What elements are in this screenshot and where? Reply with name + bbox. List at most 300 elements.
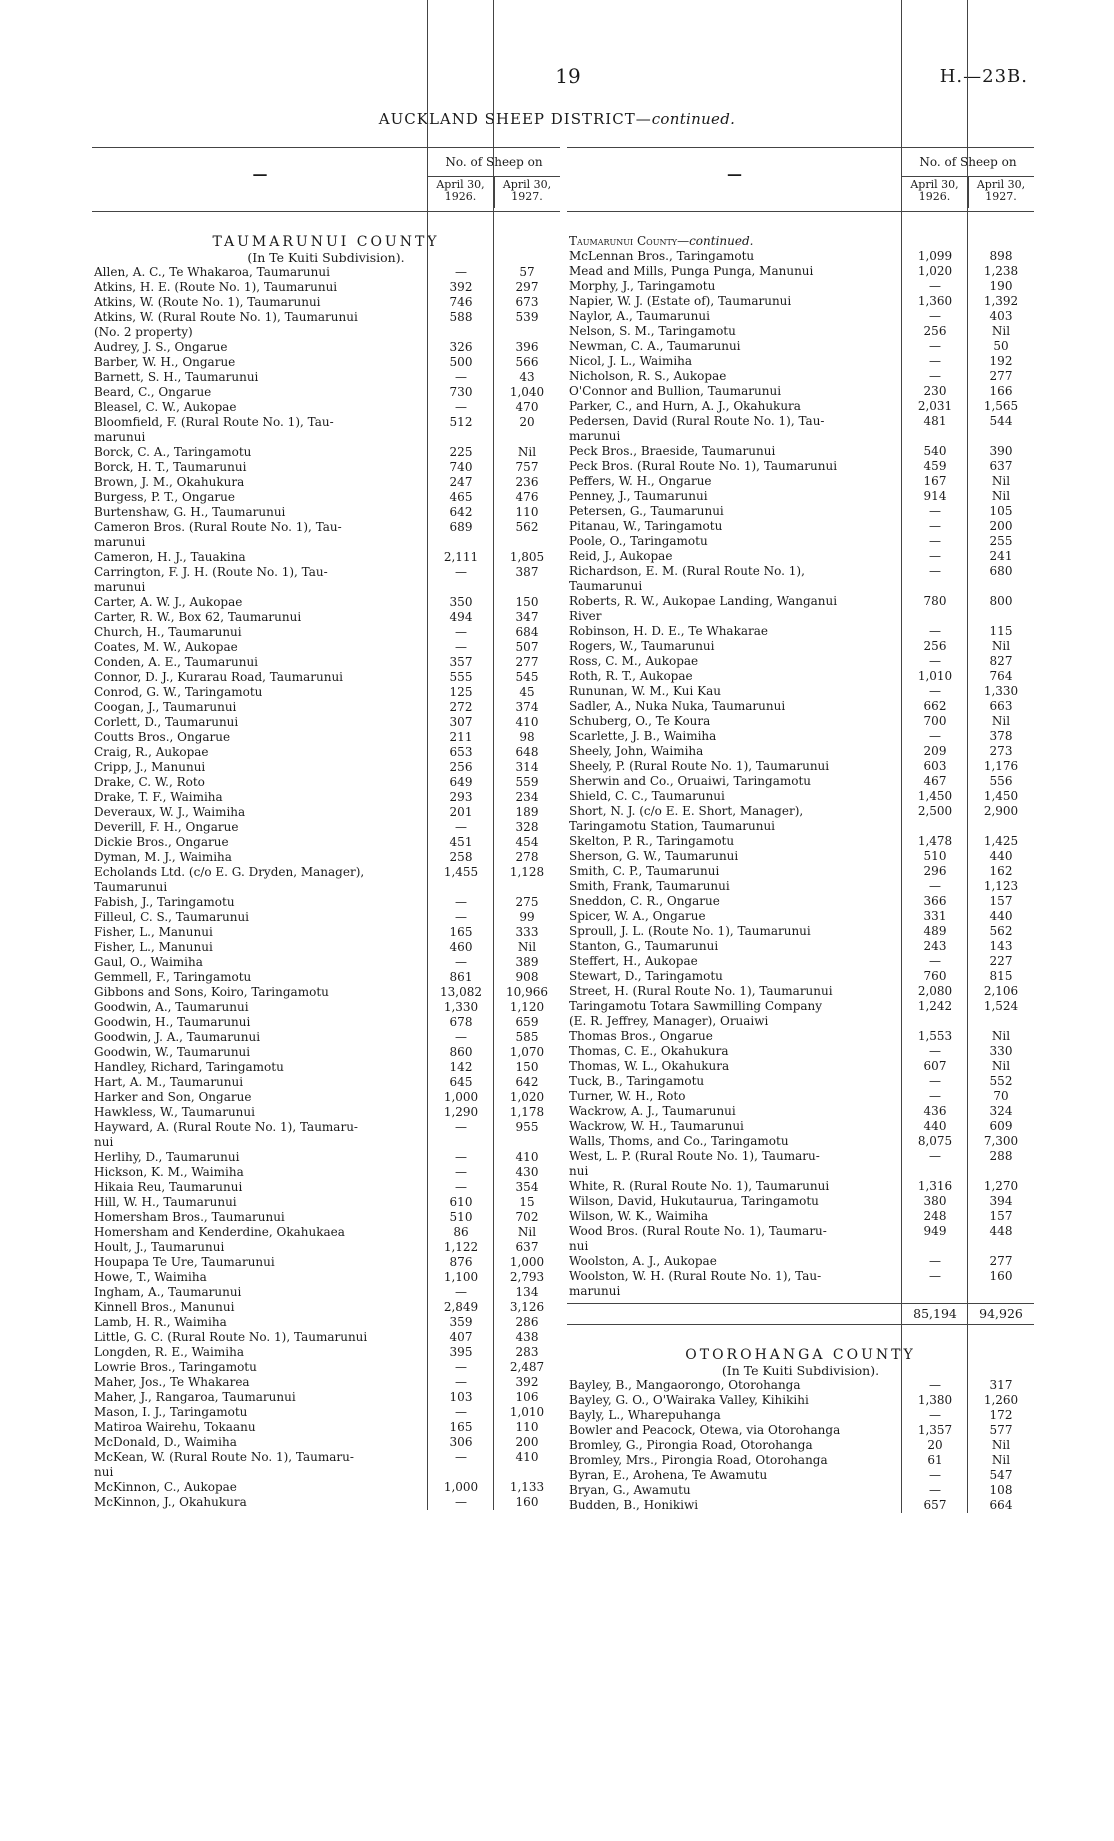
- sheep-1927: 110: [515, 505, 539, 519]
- table-row: [567, 654, 1034, 669]
- holder-name: Dickie Bros., Ongarue: [94, 835, 229, 849]
- sheep-1927: 283: [515, 1345, 539, 1359]
- sheep-1926: 256: [923, 324, 947, 338]
- sheep-1926: [902, 1239, 968, 1254]
- sheep-1927: 1,020: [509, 1090, 545, 1104]
- sheep-1927: 200: [989, 519, 1013, 533]
- sheep-1927: 273: [989, 744, 1013, 758]
- sheep-1927: 2,106: [983, 984, 1019, 998]
- table-row: [92, 460, 560, 475]
- table-row: [92, 355, 560, 370]
- holder-name: Bayley, B., Mangaorongo, Otorohanga: [569, 1378, 801, 1392]
- table-row: [92, 1390, 560, 1405]
- sheep-1927: 1,524: [983, 999, 1019, 1013]
- holder-name: Bromley, Mrs., Pirongia Road, Otorohanga: [569, 1453, 828, 1467]
- sheep-1927: 1,176: [983, 759, 1019, 773]
- sheep-1927: 1,133: [509, 1480, 545, 1494]
- sheep-1926: [428, 535, 494, 550]
- sheep-1927: 764: [989, 669, 1013, 683]
- holder-name: Corlett, D., Taumarunui: [94, 715, 239, 729]
- sheep-1926: 357: [449, 655, 473, 669]
- table-header: [92, 147, 560, 212]
- sheep-1926: 1,020: [917, 264, 953, 278]
- sheep-1926: 1,100: [443, 1270, 479, 1284]
- total-1927: 94,926: [979, 1306, 1023, 1321]
- sheep-1927: 330: [989, 1044, 1013, 1058]
- sheep-1926: 201: [449, 805, 473, 819]
- sheep-1927: 544: [989, 414, 1013, 428]
- holder-name: Carter, A. W. J., Aukopae: [94, 595, 243, 609]
- sheep-1927: [494, 535, 560, 550]
- sheep-1927: 50: [993, 339, 1009, 353]
- sheep-1927: [968, 1014, 1034, 1029]
- table-row: [92, 1075, 560, 1090]
- table-row: [567, 1284, 1034, 1299]
- holder-name: Short, N. J. (c/o E. E. Short, Manager),: [569, 804, 804, 818]
- sheep-1927: 673: [515, 295, 539, 309]
- table-row: [92, 310, 560, 325]
- sheep-1926: —: [455, 1030, 467, 1044]
- holder-name: Fisher, L., Manunui: [94, 940, 213, 954]
- holder-name: Sheely, John, Waimiha: [569, 744, 704, 758]
- table-row: [567, 624, 1034, 639]
- sheep-1927: Nil: [991, 1453, 1011, 1467]
- sheep-1927: 354: [515, 1180, 539, 1194]
- table-row: [92, 1045, 560, 1060]
- sheep-1926: 740: [449, 460, 473, 474]
- sheep-1927: 1,805: [509, 550, 545, 564]
- table-row: [567, 504, 1034, 519]
- sheep-1927: 394: [989, 1194, 1013, 1208]
- holder-name: Skelton, P. R., Taringamotu: [569, 834, 735, 848]
- sheep-1926: 209: [923, 744, 947, 758]
- sheep-1926: 258: [449, 850, 473, 864]
- sheep-1926: 2,111: [443, 550, 479, 564]
- page-title: AUCKLAND SHEEP DISTRICT—continued.: [378, 110, 736, 128]
- holder-name: Lamb, H. R., Waimiha: [94, 1315, 227, 1329]
- sheep-1927: 1,425: [983, 834, 1019, 848]
- sheep-1927: 143: [989, 939, 1013, 953]
- holder-name: Deveraux, W. J., Waimiha: [94, 805, 246, 819]
- sheep-1927: 559: [515, 775, 539, 789]
- sheep-1927: 7,300: [983, 1134, 1019, 1148]
- sheep-1926: —: [455, 370, 467, 384]
- sheep-1926: —: [455, 1495, 467, 1509]
- sheep-1927: 236: [515, 475, 539, 489]
- table-row: [92, 640, 560, 655]
- holder-name: Drake, C. W., Roto: [94, 775, 205, 789]
- table-row: [567, 1119, 1034, 1134]
- sheep-1927: 1,123: [983, 879, 1019, 893]
- sheep-1926: 350: [449, 595, 473, 609]
- holder-name: Scarlette, J. B., Waimiha: [569, 729, 717, 743]
- sheep-1926: 436: [923, 1104, 947, 1118]
- table-row: [92, 1285, 560, 1300]
- holder-name: Sherwin and Co., Oruaiwi, Taringamotu: [569, 774, 812, 788]
- holder-name: Wackrow, A. J., Taumarunui: [569, 1104, 736, 1118]
- sheep-1926: 125: [449, 685, 473, 699]
- holder-name: Hawkless, W., Taumarunui: [94, 1105, 255, 1119]
- sheep-1927: Nil: [991, 714, 1011, 728]
- table-row: [567, 984, 1034, 999]
- sheep-1927: 908: [515, 970, 539, 984]
- table-row: [92, 730, 560, 745]
- sheep-1927: 189: [515, 805, 539, 819]
- table-row: [567, 1194, 1034, 1209]
- sheep-1927: 43: [519, 370, 535, 384]
- table-row: [567, 1059, 1034, 1074]
- sheep-1927: 1,128: [509, 865, 545, 879]
- table-row: [92, 1255, 560, 1270]
- sheep-1927: [968, 1239, 1034, 1254]
- holder-name: Houpapa Te Ure, Taumarunui: [94, 1255, 275, 1269]
- table-row: [567, 519, 1034, 534]
- sheep-1927: Nil: [991, 1029, 1011, 1043]
- sheep-1927: 162: [989, 864, 1013, 878]
- table-row: [92, 1105, 560, 1120]
- holder-name: Goodwin, W., Taumarunui: [94, 1045, 251, 1059]
- table-row: [92, 925, 560, 940]
- holder-name: Borck, H. T., Taumarunui: [94, 460, 247, 474]
- sheep-1926: 1,010: [917, 669, 953, 683]
- holder-name: marunui: [94, 580, 146, 594]
- sheep-1926: 481: [923, 414, 947, 428]
- holder-name: Taumarunui: [94, 880, 168, 894]
- sheep-1926: —: [929, 279, 941, 293]
- sheep-1926: 603: [923, 759, 947, 773]
- table-row: [567, 1438, 1034, 1453]
- holder-name: Ingham, A., Taumarunui: [94, 1285, 242, 1299]
- sheep-count-header: No. of Sheep on: [919, 155, 1017, 169]
- holder-name: Dyman, M. J., Waimiha: [94, 850, 232, 864]
- table-row: [92, 280, 560, 295]
- table-row: [92, 685, 560, 700]
- holder-name: Taringamotu Station, Taumarunui: [569, 819, 776, 833]
- holder-name: Woolston, W. H. (Rural Route No. 1), Tau-: [569, 1269, 822, 1283]
- holder-name: marunui: [94, 430, 146, 444]
- holder-name: Naylor, A., Taumarunui: [569, 309, 710, 323]
- sheep-1926: —: [455, 1405, 467, 1419]
- table-row: [567, 414, 1034, 429]
- holder-name: Petersen, G., Taumarunui: [569, 504, 724, 518]
- sheep-1927: 702: [515, 1210, 539, 1224]
- table-row: [567, 1408, 1034, 1423]
- name-column-header: —: [727, 165, 742, 183]
- sheep-1927: [968, 1284, 1034, 1299]
- holder-name: Roberts, R. W., Aukopae Landing, Wanganui: [569, 594, 838, 608]
- holder-name: nui: [94, 1135, 114, 1149]
- sheep-1927: 1,070: [509, 1045, 545, 1059]
- table-row: [92, 1000, 560, 1015]
- sheep-1926: —: [929, 354, 941, 368]
- sheep-1927: 1,010: [509, 1405, 545, 1419]
- sheep-1927: 1,238: [983, 264, 1019, 278]
- sheep-1927: 609: [989, 1119, 1013, 1133]
- holder-name: Woolston, A. J., Aukopae: [569, 1254, 717, 1268]
- sheep-1927: 70: [993, 1089, 1009, 1103]
- table-row: [567, 714, 1034, 729]
- holder-name: Shield, C. C., Taumarunui: [569, 789, 725, 803]
- sheep-1927: 410: [515, 1450, 539, 1464]
- sheep-1927: 556: [989, 774, 1013, 788]
- sheep-1926: —: [929, 549, 941, 563]
- sheep-1926: —: [929, 684, 941, 698]
- sheep-1927: [494, 325, 560, 340]
- table-row: [92, 910, 560, 925]
- holder-name: Longden, R. E., Waimiha: [94, 1345, 244, 1359]
- sheep-1927: 2,793: [509, 1270, 545, 1284]
- sheep-1927: 637: [515, 1240, 539, 1254]
- sheep-1926: —: [929, 954, 941, 968]
- holder-name: Matiroa Wairehu, Tokaanu: [94, 1420, 256, 1434]
- sheep-1927: 827: [989, 654, 1013, 668]
- sheep-1927: 387: [515, 565, 539, 579]
- sheep-1927: 659: [515, 1015, 539, 1029]
- table-row: [92, 610, 560, 625]
- table-row: [567, 789, 1034, 804]
- sheep-1927: 392: [515, 1375, 539, 1389]
- sheep-1927: 552: [989, 1074, 1013, 1088]
- sheep-1926: 142: [449, 1060, 473, 1074]
- table-row: [567, 1453, 1034, 1468]
- table-row: [92, 340, 560, 355]
- sheep-1926: —: [929, 1074, 941, 1088]
- sheep-1927: 430: [515, 1165, 539, 1179]
- sheep-1926: 540: [923, 444, 947, 458]
- holder-name: nui: [569, 1239, 589, 1253]
- sheep-1927: 192: [989, 354, 1013, 368]
- sheep-1927: 1,450: [983, 789, 1019, 803]
- sheep-1926: 296: [923, 864, 947, 878]
- holder-name: Hikaia Reu, Taumarunui: [94, 1180, 243, 1194]
- holder-name: Beard, C., Ongarue: [94, 385, 212, 399]
- holder-name: Walls, Thoms, and Co., Taringamotu: [569, 1134, 789, 1148]
- sheep-1926: 1,450: [917, 789, 953, 803]
- holder-name: Peck Bros. (Rural Route No. 1), Taumarunui: [569, 459, 838, 473]
- table-row: [92, 850, 560, 865]
- sheep-1926: 1,553: [917, 1029, 953, 1043]
- table-row: [567, 354, 1034, 369]
- holder-name: Bromley, G., Pirongia Road, Otorohanga: [569, 1438, 813, 1452]
- sheep-1926: 256: [923, 639, 947, 653]
- sheep-1926: —: [455, 910, 467, 924]
- sheep-1926: [428, 1135, 494, 1150]
- holder-name: Howe, T., Waimiha: [94, 1270, 207, 1284]
- holder-name: Harker and Son, Ongarue: [94, 1090, 252, 1104]
- holder-name: Steffert, H., Aukopae: [569, 954, 698, 968]
- sheep-1926: 307: [449, 715, 473, 729]
- sheep-1926: —: [929, 339, 941, 353]
- holder-name: Rogers, W., Taumarunui: [569, 639, 715, 653]
- sheep-1927: 663: [989, 699, 1013, 713]
- sheep-1927: 390: [989, 444, 1013, 458]
- holder-name: nui: [569, 1164, 589, 1178]
- holder-name: Turner, W. H., Roto: [569, 1089, 686, 1103]
- sheep-1926: 1,290: [443, 1105, 479, 1119]
- sheep-1927: 800: [989, 594, 1013, 608]
- holder-name: Taumarunui: [569, 579, 643, 593]
- sheep-1926: [428, 1465, 494, 1480]
- table-row: [567, 804, 1034, 819]
- holder-name: Burtenshaw, G. H., Taumarunui: [94, 505, 286, 519]
- sheep-1927: 106: [515, 1390, 539, 1404]
- table-row: [567, 1134, 1034, 1149]
- table-row: [567, 819, 1034, 834]
- table-row: [567, 1498, 1034, 1513]
- sheep-1927: 20: [519, 415, 535, 429]
- table-row: [92, 820, 560, 835]
- sheep-1926: 760: [923, 969, 947, 983]
- holder-name: Smith, Frank, Taumarunui: [569, 879, 730, 893]
- table-row: [567, 429, 1034, 444]
- table-row: [92, 1360, 560, 1375]
- sheep-1927: 160: [989, 1269, 1013, 1283]
- sheep-1926: 949: [923, 1224, 947, 1238]
- holder-name: marunui: [569, 429, 621, 443]
- sheep-1927: 105: [989, 504, 1013, 518]
- table-row: [92, 955, 560, 970]
- table-row: [567, 864, 1034, 879]
- holder-name: Burgess, P. T., Ongarue: [94, 490, 235, 504]
- holder-name: Fabish, J., Taringamotu: [94, 895, 235, 909]
- sheep-1926: 2,031: [917, 399, 953, 413]
- sheep-1927: [968, 429, 1034, 444]
- sheep-1927: 134: [515, 1285, 539, 1299]
- holder-name: Pedersen, David (Rural Route No. 1), Tau-: [569, 414, 825, 428]
- sheep-1927: 684: [515, 625, 539, 639]
- sheep-1927: 297: [515, 280, 539, 294]
- holder-name: Parker, C., and Hurn, A. J., Okahukura: [569, 399, 801, 413]
- title-continued: continued.: [651, 110, 736, 128]
- holder-name: Pitanau, W., Taringamotu: [569, 519, 723, 533]
- holder-name: Roth, R. T., Aukopae: [569, 669, 693, 683]
- table-row: [567, 339, 1034, 354]
- holder-name: Lowrie Bros., Taringamotu: [94, 1360, 257, 1374]
- holder-name: Cameron Bros. (Rural Route No. 1), Tau-: [94, 520, 342, 534]
- table-row: [92, 895, 560, 910]
- sheep-1927: 577: [989, 1423, 1013, 1437]
- sheep-1926: 407: [449, 1330, 473, 1344]
- sheep-1926: 326: [449, 340, 473, 354]
- holder-name: Little, G. C. (Rural Route No. 1), Taumarunui: [94, 1330, 368, 1344]
- table-row: [567, 264, 1034, 279]
- holder-name: Wilson, David, Hukutaurua, Taringamotu: [569, 1194, 819, 1208]
- sheep-1927: [968, 1164, 1034, 1179]
- sheep-1927: 1,565: [983, 399, 1019, 413]
- sheep-1927: 324: [989, 1104, 1013, 1118]
- sheep-1926: [902, 819, 968, 834]
- sheep-1927: 562: [989, 924, 1013, 938]
- sheep-1926: —: [455, 1120, 467, 1134]
- sheep-1927: 150: [515, 1060, 539, 1074]
- sheep-1927: 1,000: [509, 1255, 545, 1269]
- sheep-1926: [902, 609, 968, 624]
- holder-name: Taringamotu Totara Sawmilling Company: [569, 999, 823, 1013]
- sheep-1927: 157: [989, 1209, 1013, 1223]
- sheep-1926: —: [929, 564, 941, 578]
- holder-name: Street, H. (Rural Route No. 1), Taumarunui: [569, 984, 833, 998]
- holder-name: Nicol, J. L., Waimiha: [569, 354, 693, 368]
- table-row: [92, 1165, 560, 1180]
- table-row: [92, 940, 560, 955]
- sheep-1927: 45: [519, 685, 535, 699]
- sheep-1926: [428, 580, 494, 595]
- sheep-1927: 438: [515, 1330, 539, 1344]
- table-row: [567, 489, 1034, 504]
- table-row: [567, 1044, 1034, 1059]
- sheep-1926: 860: [449, 1045, 473, 1059]
- holder-name: Handley, Richard, Taringamotu: [94, 1060, 284, 1074]
- sheep-1926: —: [929, 1269, 941, 1283]
- holder-name: White, R. (Rural Route No. 1), Taumarunui: [569, 1179, 830, 1193]
- sheep-1926: 8,075: [917, 1134, 953, 1148]
- sheep-1927: 476: [515, 490, 539, 504]
- holder-name: Napier, W. J. (Estate of), Taumarunui: [569, 294, 792, 308]
- sheep-1926: 642: [449, 505, 473, 519]
- holder-name: Bayly, L., Wharepuhanga: [569, 1408, 721, 1422]
- left-table-body: [92, 234, 560, 1510]
- sheep-1926: 13,082: [440, 985, 482, 999]
- table-row: [92, 1270, 560, 1285]
- table-row: [567, 549, 1034, 564]
- holder-name: Stewart, D., Taringamotu: [569, 969, 723, 983]
- page-number: 19: [555, 64, 581, 88]
- sheep-1927: 15: [519, 1195, 535, 1209]
- table-row: [92, 1375, 560, 1390]
- sheep-1926: —: [455, 625, 467, 639]
- sheep-1927: 454: [515, 835, 539, 849]
- table-row: [567, 384, 1034, 399]
- sheep-1927: 562: [515, 520, 539, 534]
- table-header: [567, 147, 1034, 212]
- sheep-1927: 955: [515, 1120, 539, 1134]
- right-column: [567, 147, 1034, 1513]
- holder-name: Mason, I. J., Taringamotu: [94, 1405, 248, 1419]
- holder-name: Barnett, S. H., Taumarunui: [94, 370, 259, 384]
- holder-name: Echolands Ltd. (c/o E. G. Dryden, Manager),: [94, 865, 365, 879]
- sheep-1927: 1,392: [983, 294, 1019, 308]
- sheep-1926: [428, 325, 494, 340]
- sheep-1927: 680: [989, 564, 1013, 578]
- sheep-1926: 211: [449, 730, 473, 744]
- sheep-1927: 637: [989, 459, 1013, 473]
- holder-name: Gaul, O., Waimiha: [94, 955, 203, 969]
- sheep-1926: 1,478: [917, 834, 953, 848]
- sheep-1926: 689: [449, 520, 473, 534]
- sheep-1927: 374: [515, 700, 539, 714]
- table-row: [567, 939, 1034, 954]
- holder-name: Hill, W. H., Taumarunui: [94, 1195, 237, 1209]
- sheep-1927: 389: [515, 955, 539, 969]
- holder-name: Church, H., Taumarunui: [94, 625, 242, 639]
- sheep-1927: 1,330: [983, 684, 1019, 698]
- sheep-1927: 545: [515, 670, 539, 684]
- sheep-1927: 410: [515, 1150, 539, 1164]
- sheep-1927: 241: [989, 549, 1013, 563]
- holder-name: Goodwin, A., Taumarunui: [94, 1000, 249, 1014]
- holder-name: Peffers, W. H., Ongarue: [569, 474, 712, 488]
- table-row: [567, 324, 1034, 339]
- sheep-1926: 1,357: [917, 1423, 953, 1437]
- table-row: [92, 580, 560, 595]
- table-row: [92, 520, 560, 535]
- sheep-1926: 359: [449, 1315, 473, 1329]
- sheep-1926: 440: [923, 1119, 947, 1133]
- table-row: [92, 475, 560, 490]
- sheep-1926: —: [929, 729, 941, 743]
- running-heading: Taumarunui County—continued.: [569, 234, 754, 248]
- holder-name: Thomas Bros., Ongarue: [569, 1029, 713, 1043]
